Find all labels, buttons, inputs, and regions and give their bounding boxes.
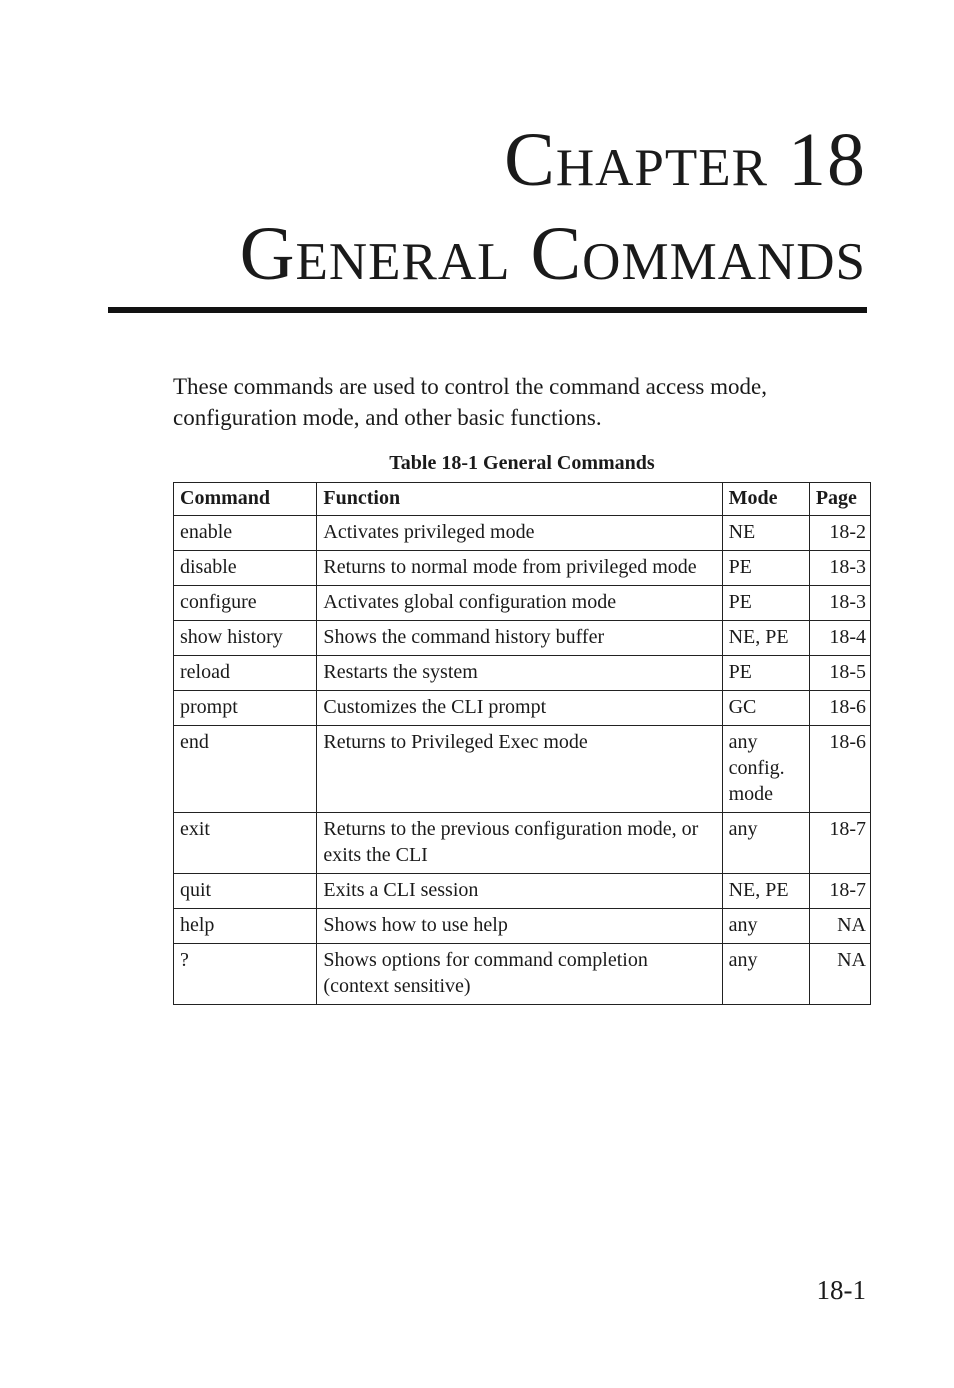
- cell-mode: PE: [722, 586, 809, 621]
- cell-function: Shows how to use help: [317, 909, 722, 944]
- cell-function: Returns to the previous configuration mode, or exits the CLI: [317, 813, 722, 874]
- cell-command: prompt: [174, 691, 317, 726]
- general-commands-table: [173, 482, 871, 1005]
- cell-page: 18-6: [809, 691, 870, 726]
- cell-page: 18-5: [809, 656, 870, 691]
- cell-command: end: [174, 726, 317, 813]
- page-number: 18-1: [816, 1275, 866, 1305]
- cell-page: 18-7: [809, 874, 870, 909]
- header-mode: Mode: [722, 483, 809, 516]
- cell-page: 18-3: [809, 551, 870, 586]
- cell-command: exit: [174, 813, 317, 874]
- cell-command: quit: [174, 874, 317, 909]
- cell-command: disable: [174, 551, 317, 586]
- table-row: [174, 656, 871, 691]
- cell-mode: NE, PE: [722, 874, 809, 909]
- table-header-row: [174, 483, 871, 516]
- table-row: [174, 726, 871, 813]
- cell-page: 18-7: [809, 813, 870, 874]
- cell-page: NA: [809, 909, 870, 944]
- cell-command: reload: [174, 656, 317, 691]
- chapter-title-heading: General Commands: [239, 212, 866, 296]
- cell-function: Returns to normal mode from privileged mode: [317, 551, 722, 586]
- cell-function: Exits a CLI session: [317, 874, 722, 909]
- cell-mode: any: [722, 813, 809, 874]
- table-row: [174, 516, 871, 551]
- chapter-number-heading: Chapter 18: [504, 118, 866, 202]
- cell-page: 18-3: [809, 586, 870, 621]
- cell-mode: any config. mode: [722, 726, 809, 813]
- cell-function: Activates global configuration mode: [317, 586, 722, 621]
- table-caption: Table 18-1 General Commands: [389, 452, 655, 474]
- cell-mode: NE: [722, 516, 809, 551]
- table-row: [174, 691, 871, 726]
- header-command: Command: [174, 483, 317, 516]
- cell-mode: PE: [722, 656, 809, 691]
- cell-mode: PE: [722, 551, 809, 586]
- heading-rule: [108, 307, 867, 313]
- table-row: [174, 586, 871, 621]
- cell-mode: any: [722, 944, 809, 1005]
- header-page: Page: [809, 483, 870, 516]
- cell-command: show history: [174, 621, 317, 656]
- table-row: [174, 874, 871, 909]
- cell-mode: GC: [722, 691, 809, 726]
- cell-page: NA: [809, 944, 870, 1005]
- cell-command: configure: [174, 586, 317, 621]
- cell-mode: any: [722, 909, 809, 944]
- cell-function: Restarts the system: [317, 656, 722, 691]
- cell-mode: NE, PE: [722, 621, 809, 656]
- cell-command: enable: [174, 516, 317, 551]
- cell-function: Returns to Privileged Exec mode: [317, 726, 722, 813]
- table-row: [174, 944, 871, 1005]
- table-row: [174, 813, 871, 874]
- cell-function: Shows options for command completion (context sensitive): [317, 944, 722, 1005]
- cell-page: 18-4: [809, 621, 870, 656]
- cell-function: Shows the command history buffer: [317, 621, 722, 656]
- cell-page: 18-6: [809, 726, 870, 813]
- table-row: [174, 551, 871, 586]
- cell-command: ?: [174, 944, 317, 1005]
- intro-paragraph: These commands are used to control the command access mode, configuration mode, and other basic functions.: [173, 374, 767, 430]
- cell-command: help: [174, 909, 317, 944]
- header-function: Function: [317, 483, 722, 516]
- table-row: [174, 909, 871, 944]
- table-row: [174, 621, 871, 656]
- cell-page: 18-2: [809, 516, 870, 551]
- cell-function: Activates privileged mode: [317, 516, 722, 551]
- cell-function: Customizes the CLI prompt: [317, 691, 722, 726]
